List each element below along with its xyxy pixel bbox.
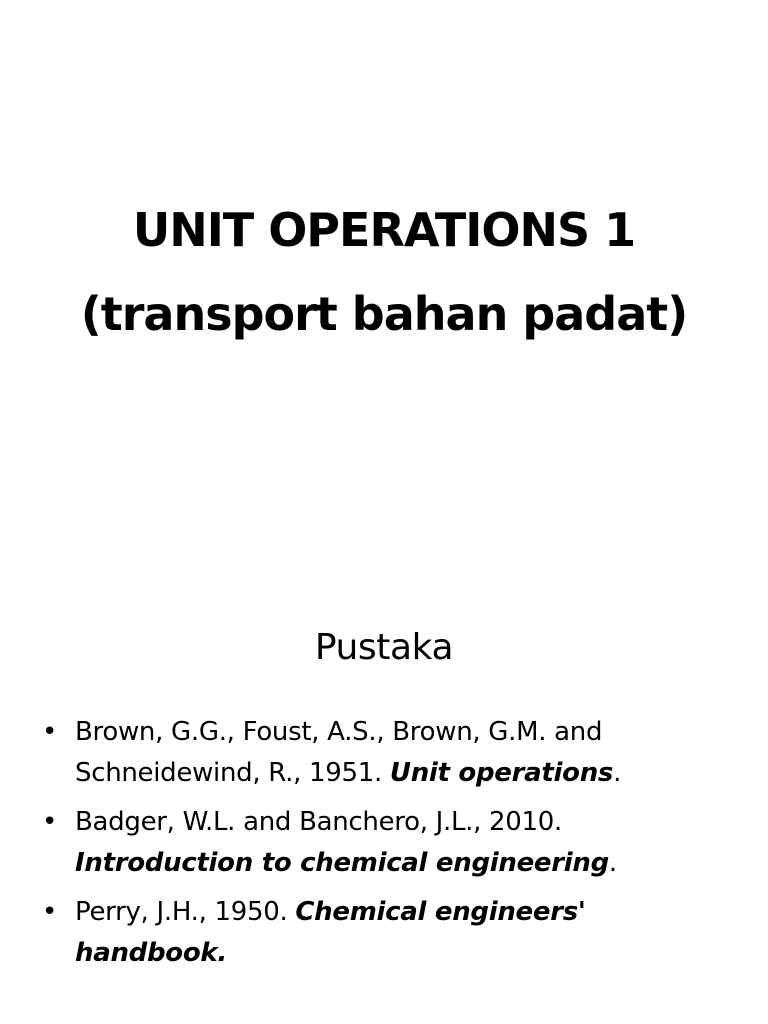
reference-book-title: Unit operations <box>389 758 614 788</box>
references-heading: Pustaka <box>314 627 454 668</box>
reference-item-perry <box>42 892 722 974</box>
slide-title: UNIT OPERATIONS 1 <box>132 203 636 257</box>
slide-subtitle: (transport bahan padat) <box>80 287 688 341</box>
bullet-icon: • <box>42 807 58 837</box>
reference-authors-year: Perry, J.H., 1950. <box>75 897 296 927</box>
reference-item-brown <box>42 712 722 794</box>
bullet-icon: • <box>42 717 58 747</box>
reference-book-title: Introduction to chemical engineering <box>75 848 609 878</box>
reference-book-title: Chemical engineers' <box>295 897 586 927</box>
reference-authors-year: Badger, W.L. and Banchero, J.L., 2010. <box>75 807 562 837</box>
reference-authors-year: Schneidewind, R., 1951. <box>75 758 390 788</box>
reference-terminator: . <box>608 848 617 878</box>
reference-terminator: . <box>613 758 622 788</box>
references-slide <box>0 576 768 1024</box>
reference-list <box>42 712 722 982</box>
reference-authors-line: Brown, G.G., Foust, A.S., Brown, G.M. and <box>75 717 603 747</box>
reference-item-badger <box>42 802 722 884</box>
title-block <box>0 188 768 356</box>
reference-book-title-continued: handbook. <box>75 938 227 968</box>
bullet-icon: • <box>42 897 58 927</box>
